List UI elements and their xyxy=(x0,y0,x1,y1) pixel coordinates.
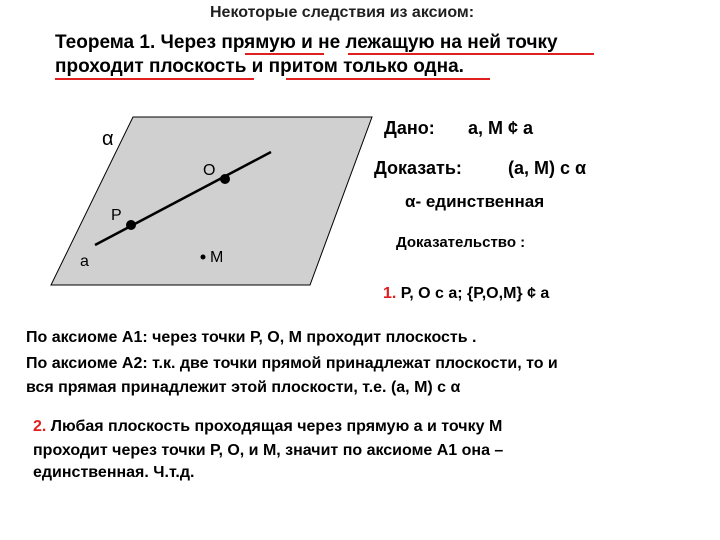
uniqueness-claim: α- единственная xyxy=(405,192,545,211)
prove-label: Доказать: xyxy=(374,158,462,178)
slide-title: Некоторые следствия из аксиом: xyxy=(210,4,475,21)
given-value: а, М ¢ а xyxy=(468,118,534,138)
point-m-dot xyxy=(201,255,206,260)
plane-label: α xyxy=(102,128,114,150)
step-1-text: Р, О с а; {Р,О,М} ¢ а xyxy=(396,285,550,302)
prove-value: (а, М) с α xyxy=(508,158,587,178)
proof-step-1 xyxy=(383,285,549,303)
step-1-number: 1. xyxy=(383,285,397,302)
axiom-line-1: По аксиоме А1: через точки Р, О, М проходит плоскость . xyxy=(26,329,477,346)
axiom-line-3: вся прямая принадлежит этой плоскости, т.е. (а, М) с α xyxy=(26,379,461,396)
point-p-label: Р xyxy=(111,207,122,224)
proof-title: Доказательство : xyxy=(396,234,526,251)
line-a-label: а xyxy=(80,253,89,270)
axiom-line-2: По аксиоме А2: т.к. две точки прямой принадлежат плоскости, то и xyxy=(26,355,558,372)
point-o-label: О xyxy=(203,162,216,179)
theorem-line-1: Теорема 1. Через прямую и не лежащую на ней точку xyxy=(55,32,558,53)
point-p-dot xyxy=(126,220,136,230)
proof-step-2-line-2: проходит через точки Р, О, и М, значит по аксиоме А1 она – xyxy=(33,442,504,459)
given-label: Дано: xyxy=(384,118,435,138)
point-m-label: М xyxy=(210,249,224,266)
proof-step-2-line-3: единственная. Ч.т.д. xyxy=(33,464,195,481)
proof-step-2-line-1 xyxy=(33,418,502,436)
point-o-dot xyxy=(220,174,230,184)
step-2-number: 2. xyxy=(33,418,47,435)
step-2-text-1: Любая плоскость проходящая через прямую а и точку М xyxy=(46,418,503,435)
theorem-line-2: проходит плоскость и притом только одна. xyxy=(55,56,464,77)
